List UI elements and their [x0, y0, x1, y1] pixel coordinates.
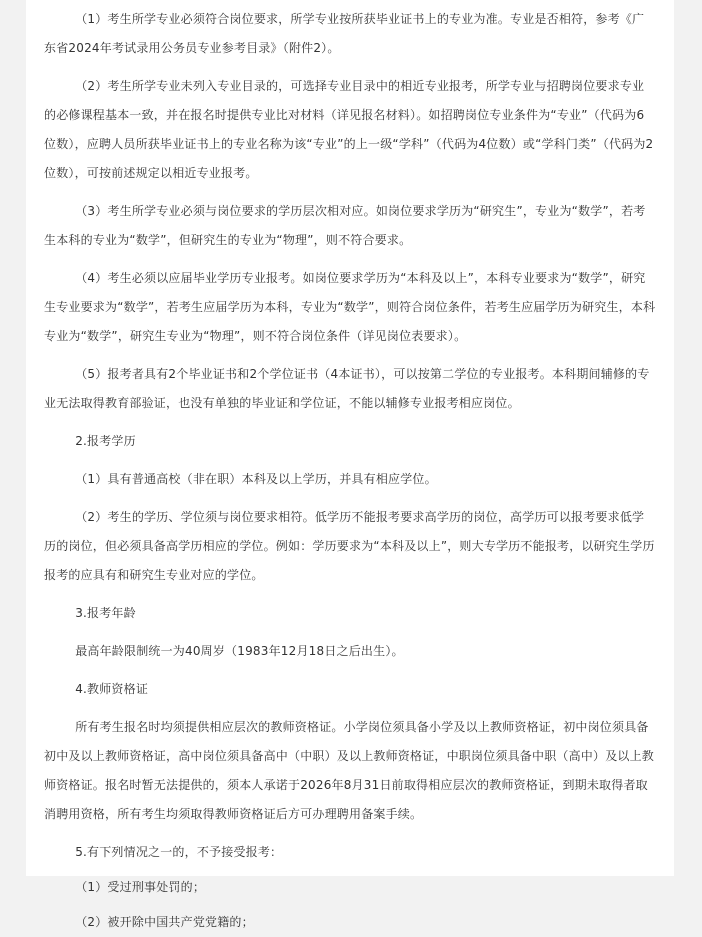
heading-disqualifications: 5.有下列情况之一的，不予接受报考：: [75, 845, 283, 859]
paragraph-major-requirement: （1）考生所学专业必须符合岗位要求，所学专业按所获毕业证书上的专业为准。专业是否相符，参考《广东省2024年考试录用公务员专业参考目录》（附件2）。: [44, 12, 645, 55]
heading-teacher-certificate: 4.教师资格证: [75, 682, 149, 696]
paragraph-education-2: （2）考生的学历、学位须与岗位要求相符。低学历不能报考要求高学历的岗位，高学历可以报考要求低学历的岗位，但必须具备高学历相应的学位。例如：学历要求为“本科及以上”，则大专学历不能报考，以研究生学历报考的应具有和研究生专业对应的学位。: [44, 510, 655, 582]
paragraph-major-not-listed: （2）考生所学专业未列入专业目录的，可选择专业目录中的相近专业报考，所学专业与招聘岗位要求专业的必修课程基本一致，并在报名时提供专业比对材料（详见报名材料）。如招聘岗位专业条件为“专业”（代码为6位数），应聘人员所获毕业证书上的专业名称为该“专业”的上一级“学科”（代码为4位数）或“学科门类”（代码为2位数），可按前述规定以相近专业报考。: [44, 79, 654, 180]
list-item-criminal-penalty: （1）受过刑事处罚的；: [75, 880, 206, 894]
paragraph-fresh-graduate: （4）考生必须以应届毕业学历专业报考。如岗位要求学历为“本科及以上”，本科专业要求为“数学”，研究生专业要求为“数学”，若考生应届学历为本科，专业为“数学”，则符合岗位条件，若考生应届学历为研究生，本科专业为“数学”，研究生专业为“物理”，则不符合岗位条件（详见岗位表要求）。: [44, 271, 656, 343]
heading-age: 3.报考年龄: [75, 606, 136, 620]
heading-education: 2.报考学历: [75, 434, 136, 448]
paragraph-teacher-certificate: 所有考生报名时均须提供相应层次的教师资格证。小学岗位须具备小学及以上教师资格证，初中岗位须具备初中及以上教师资格证，高中岗位须具备高中（中职）及以上教师资格证，中职岗位须具备中职（高中）及以上教师资格证。报名时暂无法提供的，须本人承诺于2026年8月31日前取得相应层次的教师资格证，到期未取得者取消聘用资格，所有考生均须取得教师资格证后方可办理聘用备案手续。: [44, 720, 655, 821]
list-item-party-expulsion: （2）被开除中国共产党党籍的；: [75, 915, 254, 929]
paragraph-second-degree: （5）报考者具有2个毕业证书和2个学位证书（4本证书），可以按第二学位的专业报考。本科期间辅修的专业无法取得教育部验证，也没有单独的毕业证和学位证，不能以辅修专业报考相应岗位。: [44, 367, 650, 410]
paragraph-education-1: （1）具有普通高校（非在职）本科及以上学历，并具有相应学位。: [75, 472, 437, 486]
document-page: [26, 0, 674, 929]
paragraph-major-level: （3）考生所学专业必须与岗位要求的学历层次相对应。如岗位要求学历为“研究生”，专业为“数学”，若考生本科的专业为“数学”，但研究生的专业为“物理”，则不符合要求。: [44, 204, 646, 247]
paragraph-age: 最高年龄限制统一为40周岁（1983年12月18日之后出生）。: [75, 644, 404, 658]
article-body: [44, 5, 656, 937]
